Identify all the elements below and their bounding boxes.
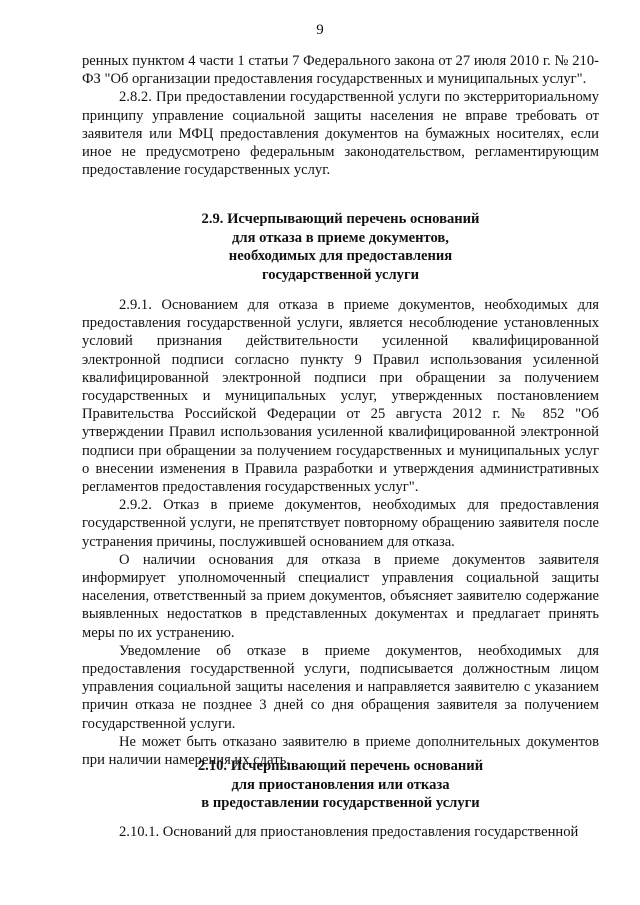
paragraph-additional-documents: Не может быть отказано заявителю в приеме дополнительных документов при наличии намерения их сдать.	[82, 733, 599, 769]
heading-line: государственной услуги	[261, 266, 420, 283]
heading-line: для приостановления или отказа	[231, 776, 450, 793]
heading-line: в предоставлении государственной услуги	[201, 795, 480, 811]
section-2-9-body	[82, 296, 599, 769]
heading-line: 2.9. Исчерпывающий перечень оснований	[201, 211, 480, 227]
paragraph-2-9-1: 2.9.1. Основанием для отказа в приеме документов, необходимых для предоставления государственной услуги, является несоблюдение установленных условий признания действительности усиленной квалифицированной электронной подписи согласно пункту 9 Правил использования усиленной квалифицированной электронной подписи при обращении за получением государственных и муниципальных услуг, утвержденных постановлением Правительства Российской Федерации от 25 августа 2012 г. № 852 "Об утверждении Правил использования усиленной квалифицированной электронной подписи при обращении за получением государственных и муниципальных услуг о внесении изменения в Правила разработки и утверждения административных регламентов предоставления государственных услуг".	[82, 297, 599, 496]
paragraph-2-8-2: 2.8.2. При предоставлении государственной услуги по экстерриториальному принципу управление социальной защиты населения не вправе требовать от заявителя или МФЦ предоставления документов на бумажных носителях, если иное не предусмотрено федеральным законодательством, регламентирующим предоставление государственных услуг.	[82, 89, 599, 179]
heading-line: необходимых для предоставления	[228, 248, 453, 264]
paragraph-2-10-1: 2.10.1. Оснований для приостановления предоставления государственной	[119, 824, 579, 840]
page-number: 9	[316, 22, 324, 38]
paragraph-refusal-notice: Уведомление об отказе в приеме документов, необходимых для предоставления государственной услуги, подписывается должностным лицом управления социальной защиты населения и направляется заявителю с указанием причин отказа не позднее 3 дней со дня обращения заявителя за получением государственной услуги.	[82, 642, 599, 732]
heading-line: для отказа в приеме документов,	[232, 229, 449, 246]
heading-line: 2.10. Исчерпывающий перечень оснований	[197, 758, 484, 774]
section-2-10-body	[82, 823, 599, 841]
section-2-9-heading	[82, 210, 599, 284]
paragraph-2-9-2: 2.9.2. Отказ в приеме документов, необходимых для предоставления государственной услуги, не препятствует повторному обращению заявителя после устранения причины, послужившей основанием для отказа.	[82, 497, 599, 550]
top-text-block	[82, 52, 599, 179]
paragraph-continuation: ренных пунктом 4 части 1 статьи 7 Федерального закона от 27 июля 2010 г. № 210-ФЗ "Об организации предоставления государственных и муниципальных услуг".	[82, 53, 599, 88]
section-2-10-heading	[82, 757, 599, 813]
paragraph-refusal-info: О наличии основания для отказа в приеме документов заявителя информирует уполномоченный специалист управления социальной защиты населения, ответственный за прием документов, объясняет заявителю содержание выявленных недостатков в представленных документах и предлагает принять меры по их устранению.	[82, 551, 599, 641]
